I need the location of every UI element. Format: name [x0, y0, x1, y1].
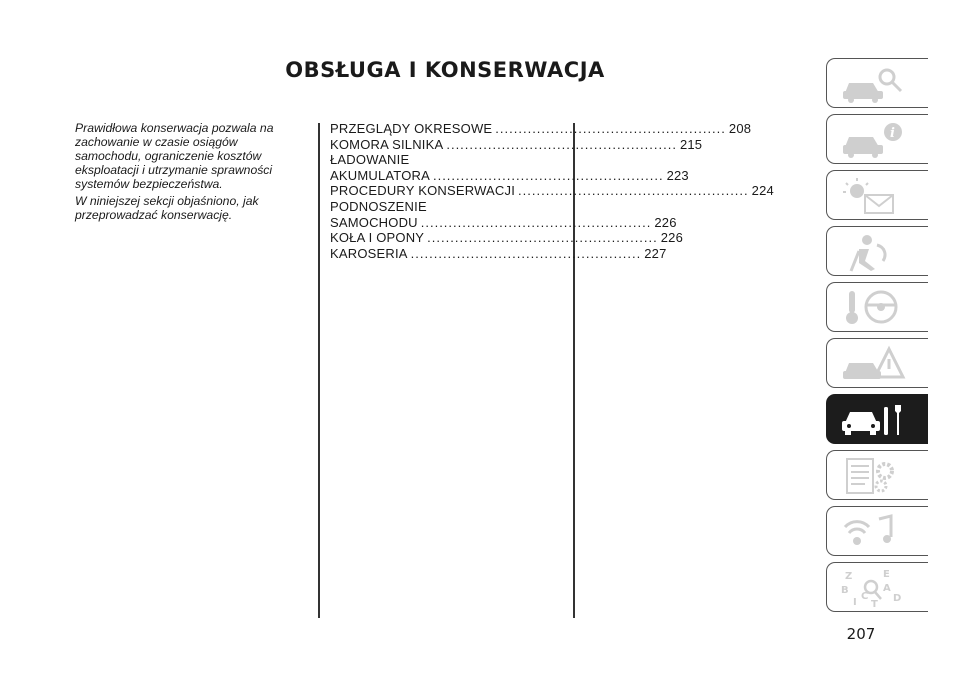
toc-label: PROCEDURY KONSERWACJI [330, 183, 516, 199]
tab-warning-lights[interactable] [826, 170, 928, 220]
toc-label: KOŁA I OPONY [330, 230, 425, 246]
car-info-icon [837, 119, 917, 161]
svg-text:i: i [890, 126, 895, 141]
seat-airbag-icon [837, 231, 917, 273]
svg-text:A: A [883, 583, 891, 594]
toc-entry[interactable]: PROCEDURY KONSERWACJI .................................................. 224 [330, 183, 774, 199]
toc-page-number: 223 [666, 167, 689, 183]
page-number: 207 [846, 625, 876, 643]
tab-in-an-emergency[interactable] [826, 338, 928, 388]
column-divider [318, 123, 320, 618]
intro-paragraph: Prawidłowa konserwacja pozwala na zachowanie w czasie osiągów samochodu, ograniczenie kosztów eksploatacji i utrzymanie sprawności systemów bezpieczeństwa. [75, 121, 274, 191]
alphabetical-index-icon [837, 567, 917, 609]
svg-text:D: D [893, 593, 902, 604]
tab-multimedia[interactable] [826, 506, 928, 556]
car-emergency-icon [837, 343, 917, 385]
tab-servicing-maintenance[interactable] [826, 394, 928, 444]
page-title: OBSŁUGA I KONSERWACJA [285, 58, 605, 82]
toc-page-number: 227 [644, 245, 667, 261]
tab-getting-to-know[interactable] [826, 58, 928, 108]
toc-entry[interactable]: PRZEGLĄDY OKRESOWE .................................................. 208 [330, 121, 752, 136]
toc-page-number: 226 [654, 214, 677, 230]
svg-text:C: C [861, 591, 869, 602]
toc-label: PODNOSZENIE [330, 198, 427, 214]
toc-label: SAMOCHODU [330, 214, 418, 230]
multimedia-icon [837, 511, 917, 553]
svg-text:E: E [883, 569, 890, 580]
toc-label: KAROSERIA [330, 245, 408, 261]
toc-page-number: 208 [728, 121, 752, 136]
car-wrench-icon [837, 399, 917, 441]
toc-page-number: 215 [679, 136, 703, 152]
table-of-contents [330, 121, 774, 261]
toc-entry[interactable]: PODNOSZENIE SAMOCHODU .................................................. 226 [330, 198, 677, 230]
svg-text:B: B [841, 585, 849, 596]
toc-entry[interactable]: KOMORA SILNIKA .................................................. 215 [330, 136, 703, 152]
toc-entry[interactable]: ŁADOWANIE AKUMULATORA .................................................. 223 [330, 152, 689, 183]
toc-label: KOMORA SILNIKA [330, 136, 444, 152]
key-steering-wheel-icon [837, 287, 917, 329]
svg-text:Z: Z [845, 571, 853, 582]
toc-entry[interactable]: KOŁA I OPONY .................................................. 226 [330, 230, 684, 246]
svg-text:I: I [853, 597, 857, 608]
tab-safety[interactable] [826, 226, 928, 276]
intro-text [75, 121, 290, 225]
warning-lights-message-icon [837, 175, 917, 217]
toc-label: ŁADOWANIE [330, 152, 410, 168]
toc-page-number: 224 [751, 183, 774, 199]
tab-index[interactable] [826, 562, 928, 612]
tab-instrument-panel[interactable] [826, 114, 928, 164]
tab-technical-specifications[interactable] [826, 450, 928, 500]
svg-text:T: T [871, 599, 878, 610]
intro-paragraph: W niniejszej sekcji objaśniono, jak przeprowadzać konserwację. [75, 194, 259, 222]
tab-starting-driving[interactable] [826, 282, 928, 332]
toc-label: PRZEGLĄDY OKRESOWE [330, 121, 493, 136]
car-search-icon [837, 63, 917, 105]
specifications-gear-icon [837, 455, 917, 497]
toc-label: AKUMULATORA [330, 167, 430, 183]
toc-entry[interactable]: KAROSERIA .................................................. 227 [330, 245, 667, 261]
toc-page-number: 226 [660, 230, 684, 246]
